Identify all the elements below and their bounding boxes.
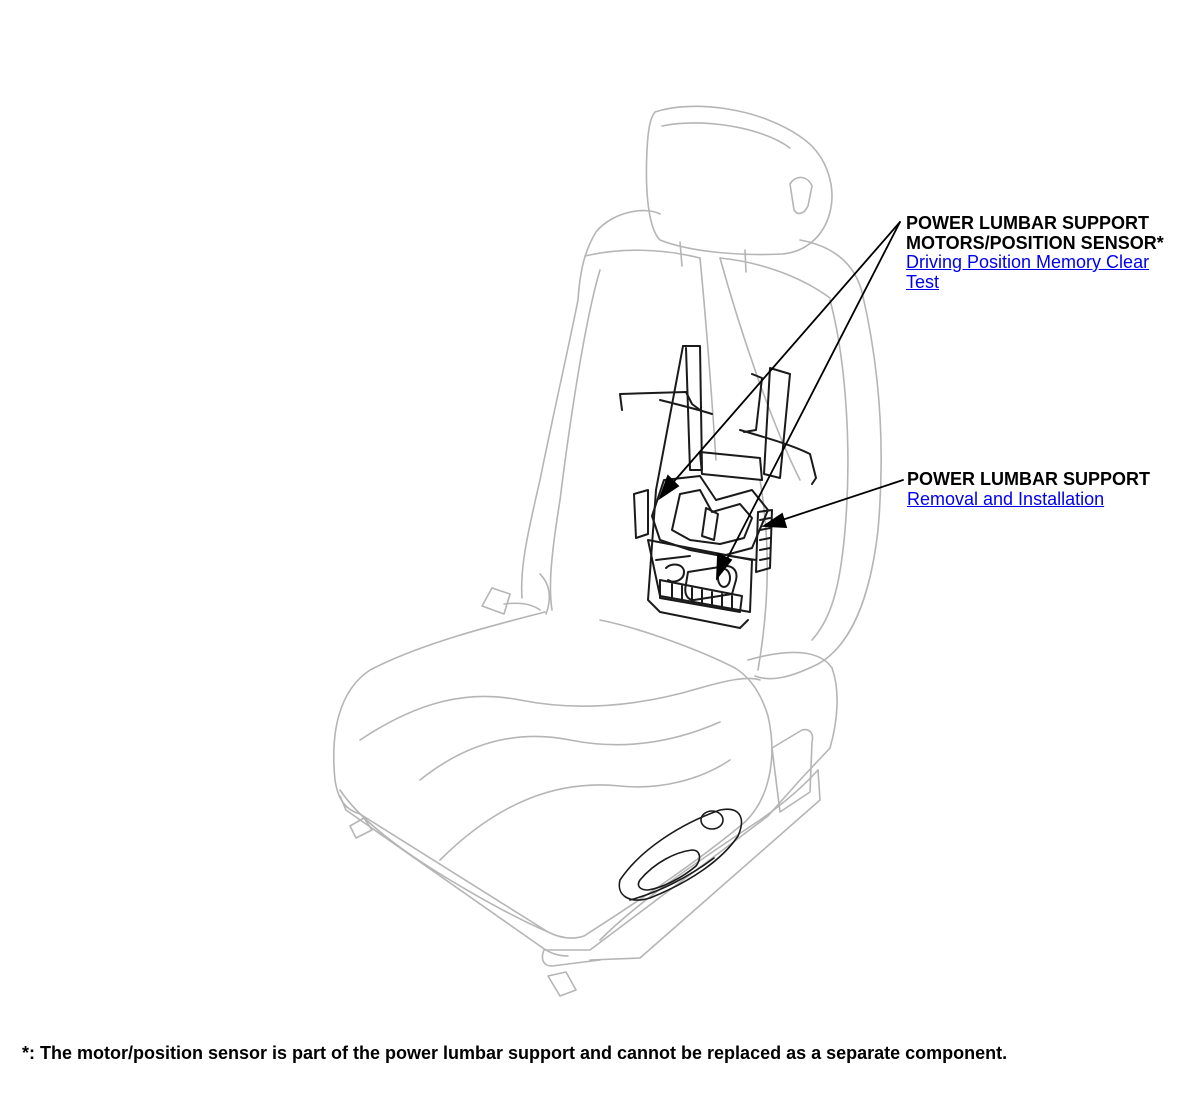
lumbar-frame [620, 346, 816, 628]
rail-left [340, 796, 540, 946]
headrest-seam [662, 123, 790, 148]
driving-position-memory-clear-link[interactable]: Driving Position Memory Clear Test [906, 252, 1150, 292]
switch-lower-trim [630, 858, 714, 900]
seat-belt-buckle [482, 588, 540, 614]
motor-gear [666, 565, 684, 582]
seat-base [542, 652, 837, 966]
seat-back-bolster-left [550, 270, 600, 610]
callout-lumbar-title: POWER LUMBAR SUPPORT [907, 469, 1150, 489]
seat-cushion [334, 612, 772, 938]
removal-and-installation-link[interactable]: Removal and Installation [907, 488, 1105, 509]
frame-crossbar [700, 452, 762, 480]
lumbar-plate-slot [702, 508, 718, 540]
lumbar-plate-inner [672, 490, 752, 544]
callout-motors-title: POWER LUMBAR SUPPORT MOTORS/POSITION SENSOR* [906, 213, 1164, 253]
callout-power-lumbar-support [907, 470, 1150, 509]
leader-lines [660, 222, 903, 578]
side-housing-left [634, 490, 648, 538]
footnote: *: The motor/position sensor is part of the power lumbar support and cannot be replaced as a separate component. [22, 1043, 1008, 1063]
seat-back-seam-top [720, 258, 830, 298]
cushion-front-edge [340, 790, 548, 932]
seat-back-bolster-right [812, 300, 848, 640]
seat-controls [619, 809, 741, 900]
headrest-stem [680, 242, 746, 272]
foot-right [548, 972, 576, 996]
callout-motors-position-sensor [906, 214, 1164, 292]
arrowhead-lumbar [764, 514, 786, 527]
side-trim [772, 730, 813, 812]
cushion-seam-2 [420, 722, 720, 780]
headrest-button [790, 177, 812, 213]
seat-back-seam-left [585, 250, 700, 258]
buckle-strap [540, 574, 549, 614]
frame-wire-mid [660, 400, 712, 414]
cushion-seam-3 [440, 760, 730, 860]
mechanism-link [656, 556, 756, 560]
frame-rail-left-outer [648, 346, 748, 628]
leader-lumbar [776, 480, 903, 522]
headrest [646, 106, 831, 254]
seat-outline [334, 106, 881, 996]
slide-switch [638, 850, 699, 890]
